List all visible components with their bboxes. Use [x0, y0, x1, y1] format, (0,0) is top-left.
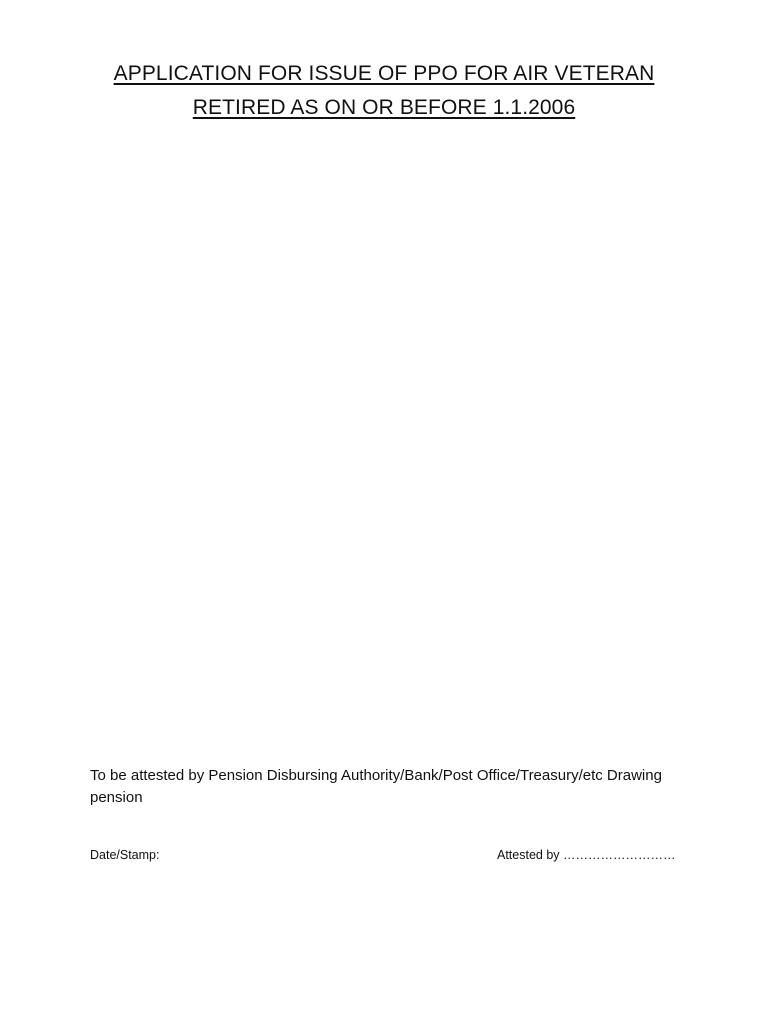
- form-title-line-2: RETIRED AS ON OR BEFORE 1.1.2006: [192, 96, 576, 119]
- attested-by-label[interactable]: Attested by ………………………: [497, 848, 676, 862]
- date-stamp-label: Date/Stamp:: [90, 848, 160, 862]
- attestation-heading: To be attested by Pension Disbursing Authority/Bank/Post Office/Treasury/etc Drawing pension: [90, 767, 662, 806]
- form-title-line-1: APPLICATION FOR ISSUE OF PPO FOR AIR VETERAN: [113, 62, 655, 85]
